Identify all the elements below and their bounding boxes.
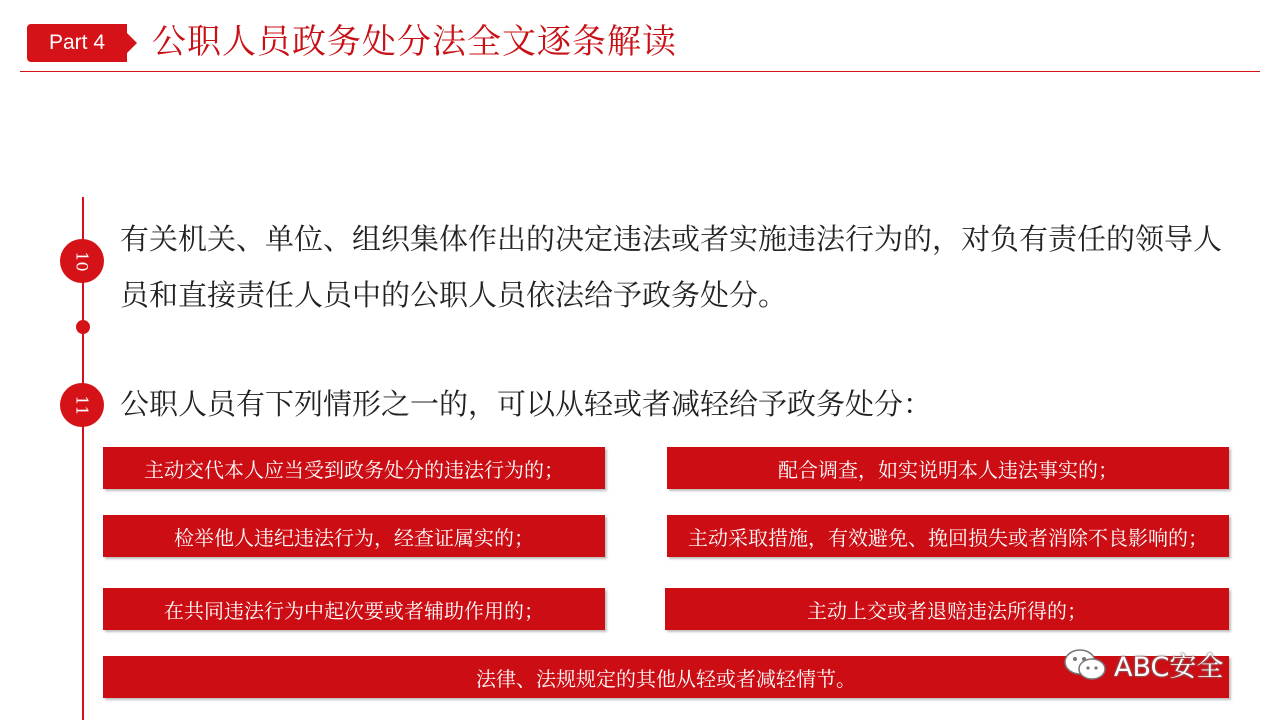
condition-box: 在共同违法行为中起次要或者辅助作用的； xyxy=(103,588,605,630)
article-number: 10 xyxy=(72,250,92,272)
condition-box: 主动交代本人应当受到政务处分的违法行为的； xyxy=(103,447,605,489)
article-number-badge xyxy=(60,239,104,283)
article-text: 有关机关、单位、组织集体作出的决定违法或者实施违法行为的，对负有责任的领导人员和直接责任人员中的公职人员依法给予政务处分。 xyxy=(120,222,1223,312)
wechat-icon xyxy=(1062,647,1108,683)
condition-box: 法律、法规规定的其他从轻或者减轻情节。 xyxy=(103,656,1229,698)
condition-box: 主动采取措施，有效避免、挽回损失或者消除不良影响的； xyxy=(667,515,1229,557)
article-number: 11 xyxy=(72,394,92,416)
timeline-dot xyxy=(76,320,90,334)
watermark-text: ABC安全 xyxy=(1114,652,1224,683)
watermark xyxy=(1062,645,1223,684)
header-divider xyxy=(20,71,1260,72)
part-tag: Part 4 xyxy=(27,24,127,62)
article-text: 公职人员有下列情形之一的，可以从轻或者减轻给予政务处分： xyxy=(120,387,933,421)
condition-box: 主动上交或者退赔违法所得的； xyxy=(665,588,1229,630)
page-title: 公职人员政务处分法全文逐条解读 xyxy=(152,22,677,62)
article-number-badge xyxy=(60,383,104,427)
condition-box: 检举他人违纪违法行为，经查证属实的； xyxy=(103,515,605,557)
condition-box: 配合调查，如实说明本人违法事实的； xyxy=(667,447,1229,489)
